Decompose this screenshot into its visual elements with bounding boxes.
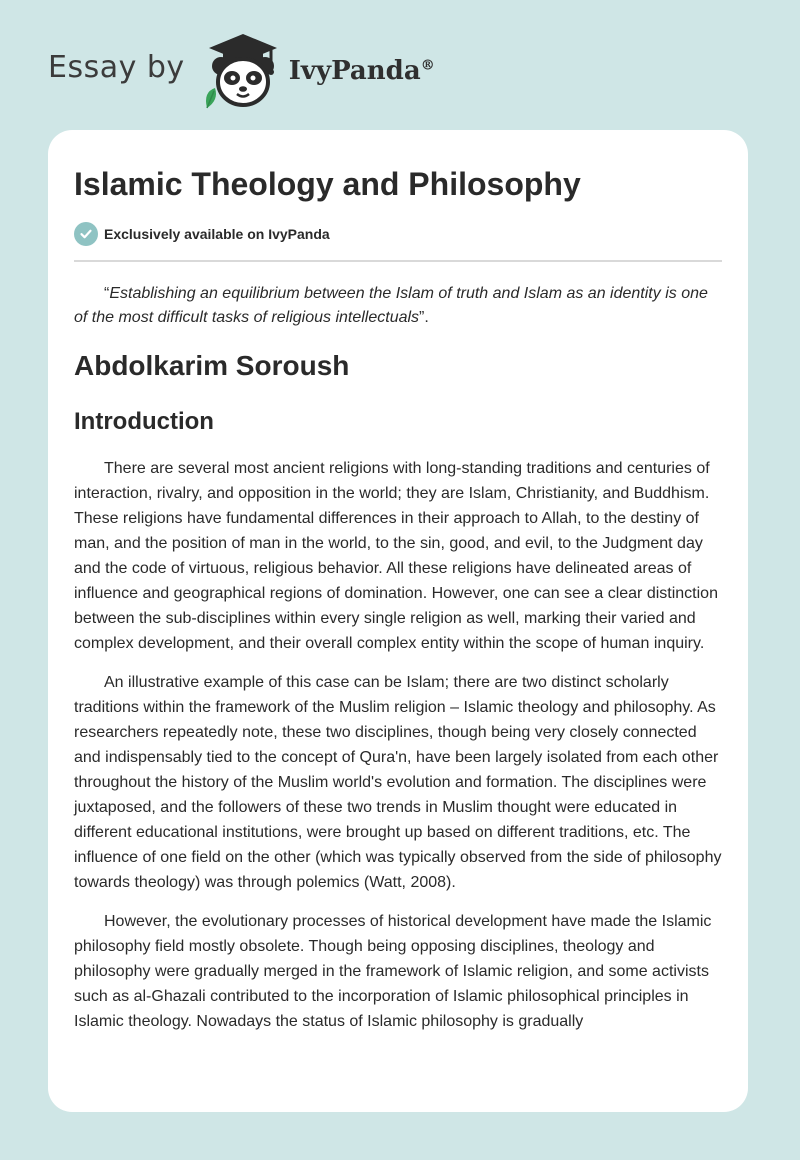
author-heading: Abdolkarim Soroush <box>74 350 350 381</box>
exclusive-badge-text: Exclusively available on IvyPanda <box>104 226 330 242</box>
registered-mark: ® <box>420 57 435 74</box>
essay-content <box>74 164 724 1034</box>
brand-prefix: Essay by <box>48 49 185 85</box>
epigraph <box>74 282 724 330</box>
epigraph-text: Establishing an equilibrium between the Islam of truth and Islam as an identity is one of the most difficult tasks of religious intellectuals <box>74 285 708 326</box>
paragraph-1: There are several most ancient religions with long-standing traditions and centuries of interaction, rivalry, and opposition in the world; they are Islam, Christianity, and Buddhism. These religions have fundamental differences in their approach to Allah, to the destiny of man, and the position of man in the world, to the sin, good, and evil, to the Judgment day and the code of virtuous, religious behavior. All these religions have delineated areas of influence and geographical regions of domination. However, one can see a clear distinction between the sub-disciplines within every single religion as well, marking their varied and complex development, and their overall complex entity within the scope of human inquiry. <box>74 460 718 652</box>
epigraph-open-quote: “ <box>104 285 110 302</box>
divider <box>74 260 722 262</box>
paragraph-3: However, the evolutionary processes of historical development have made the Islamic philosophy field mostly obsolete. Though being opposing disciplines, theology and philosophy were gradually merged in the framework of Islamic religion, and some activists such as al-Ghazali contributed to the incorporation of Islamic philosophical principles in Islamic theology. Nowadays the status of Islamic philosophy is gradually <box>74 913 712 1030</box>
site-header <box>48 30 435 110</box>
paragraph-2: An illustrative example of this case can be Islam; there are two distinct scholarly traditions within the framework of the Muslim religion – Islamic theology and philosophy. As researchers repeatedly note, these two disciplines, though being very closely connected and indispensably tied to the concept of Qura'n, have been largely isolated from each other throughout the history of the Muslim world's evolution and formation. The disciplines were juxtaposed, and the followers of these two trends in Muslim thought were educated in different educational institutions, were brought up based on different traditions, etc. The influence of one field on the other (which was typically observed from the side of philosophy towards theology) was through polemics (Watt, 2008). <box>74 674 722 891</box>
page-title: Islamic Theology and Philosophy <box>74 166 581 202</box>
check-circle-icon <box>74 222 98 246</box>
section-heading-introduction: Introduction <box>74 408 214 435</box>
exclusive-badge <box>74 222 724 246</box>
epigraph-close-quote: ”. <box>419 309 429 326</box>
panda-graduation-cap-logo-icon[interactable] <box>201 30 285 110</box>
essay-card <box>48 130 748 1112</box>
brand-name[interactable]: IvyPanda® <box>288 56 435 86</box>
